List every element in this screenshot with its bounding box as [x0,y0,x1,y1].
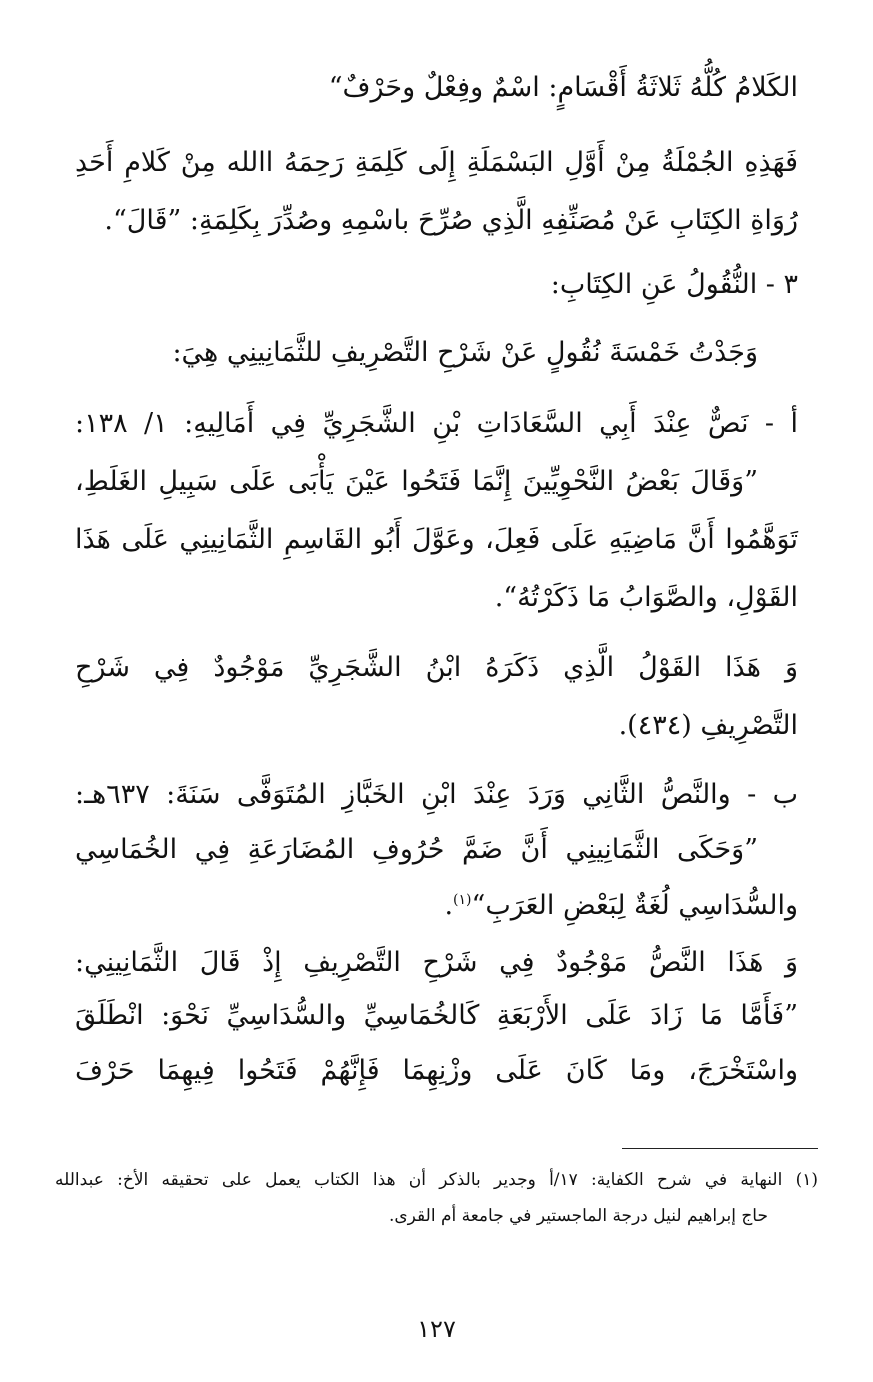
quote-line-2: تَوَهَّمُوا أَنَّ مَاضِيَهِ عَلَى فَعِلَ، وعَوَّلَ أَبُو القَاسِمِ الثَّمَانِينِي عَلَى هَذَا [75,524,798,555]
section-heading: ٣ - النُّقُولُ عَنِ الكِتَابِ: [550,269,798,300]
page-number: ١٢٧ [417,1315,456,1343]
text-line-3: رُوَاةِ الكِتَابِ عَنْ مُصَنِّفِهِ الَّذِي صُرِّحَ باسْمِهِ وصُدِّرَ بِكَلِمَةِ: ”قَالَ“. [104,205,798,236]
text-line-10: وَ هَذَا القَوْلُ الَّذِي ذَكَرَهُ ابْنُ الشَّجَرِيِّ مَوْجُودٌ فِي شَرْحِ [75,652,798,683]
item-a-heading: أ - نَصٌّ عِنْدَ أَبِي السَّعَادَاتِ بْنِ الشَّجَرِيِّ فِي أَمَالِيهِ: ١/ ١٣٨: [75,408,798,439]
text-line-5: وَجَدْتُ خَمْسَةَ نُقُولٍ عَنْ شَرْحِ التَّصْرِيفِ للثَّمَانِينِي هِيَ: [172,337,758,368]
quote-line-5-end: . [444,890,454,921]
quote-line-7: واسْتَخْرَجَ، ومَا كَانَ عَلَى وزْنِهِمَا فَإِنَّهُمْ فَتَحُوا فِيهِمَا حَرْفَ [75,1055,798,1086]
footnote-separator [622,1148,818,1149]
quote-line-3: القَوْلِ، والصَّوَابُ مَا ذَكَرْتُهُ“. [494,582,798,613]
quote-line-4: ”وَحَكَى الثَّمَانِينِي أَنَّ ضَمَّ حُرُوفِ المُضَارَعَةِ فِي الخُمَاسِي [75,834,758,865]
footnote-line-1: (١) النهاية في شرح الكفاية: ١٧/أ وجدير بالذكر أن هذا الكتاب يعمل على تحقيقه الأخ: عبدالله [55,1170,818,1190]
text-line-15: وَ هَذَا النَّصُّ مَوْجُودٌ فِي شَرْحِ التَّصْرِيفِ إِذْ قَالَ الثَّمَانِينِي: [75,947,798,978]
quote-line-5-text: والسُّدَاسِي لُغَةٌ لِبَعْضِ العَرَبِ“ [471,890,798,921]
quote-line-5 [444,880,798,926]
quote-line-1: ”وَقَالَ بَعْضُ النَّحْوِيِّينَ إِنَّمَا فَتَحُوا عَيْنَ يَأْبَى عَلَى سَبِيلِ الغَلَطِ، [75,466,758,497]
text-line-1: الكَلامُ كُلُّهُ ثَلاثَةُ أَقْسَامٍ: اسْمٌ وفِعْلٌ وحَرْفٌ“ [328,72,798,103]
text-line-11: التَّصْرِيفِ (٤٣٤). [618,710,798,741]
text-line-2: فَهَذِهِ الجُمْلَةُ مِنْ أَوَّلِ البَسْمَلَةِ إِلَى كَلِمَةِ رَحِمَهُ االله مِنْ كَلامِ أَحَدِ [75,147,798,178]
footnote-line-2: حاج إبراهيم لنيل درجة الماجستير في جامعة أم القرى. [388,1206,768,1226]
item-b-heading: ب - والنَّصُّ الثَّانِي وَرَدَ عِنْدَ ابْنِ الخَبَّازِ المُتَوَفَّى سَنَةَ: ٦٣٧هـ: [75,779,798,810]
quote-line-6: ”فَأَمَّا مَا زَادَ عَلَى الأَرْبَعَةِ كَالخُمَاسِيِّ والسُّدَاسِيِّ نَحْوَ: انْطَلَقَ [75,1000,798,1031]
footnote-marker: (١) [453,892,472,908]
